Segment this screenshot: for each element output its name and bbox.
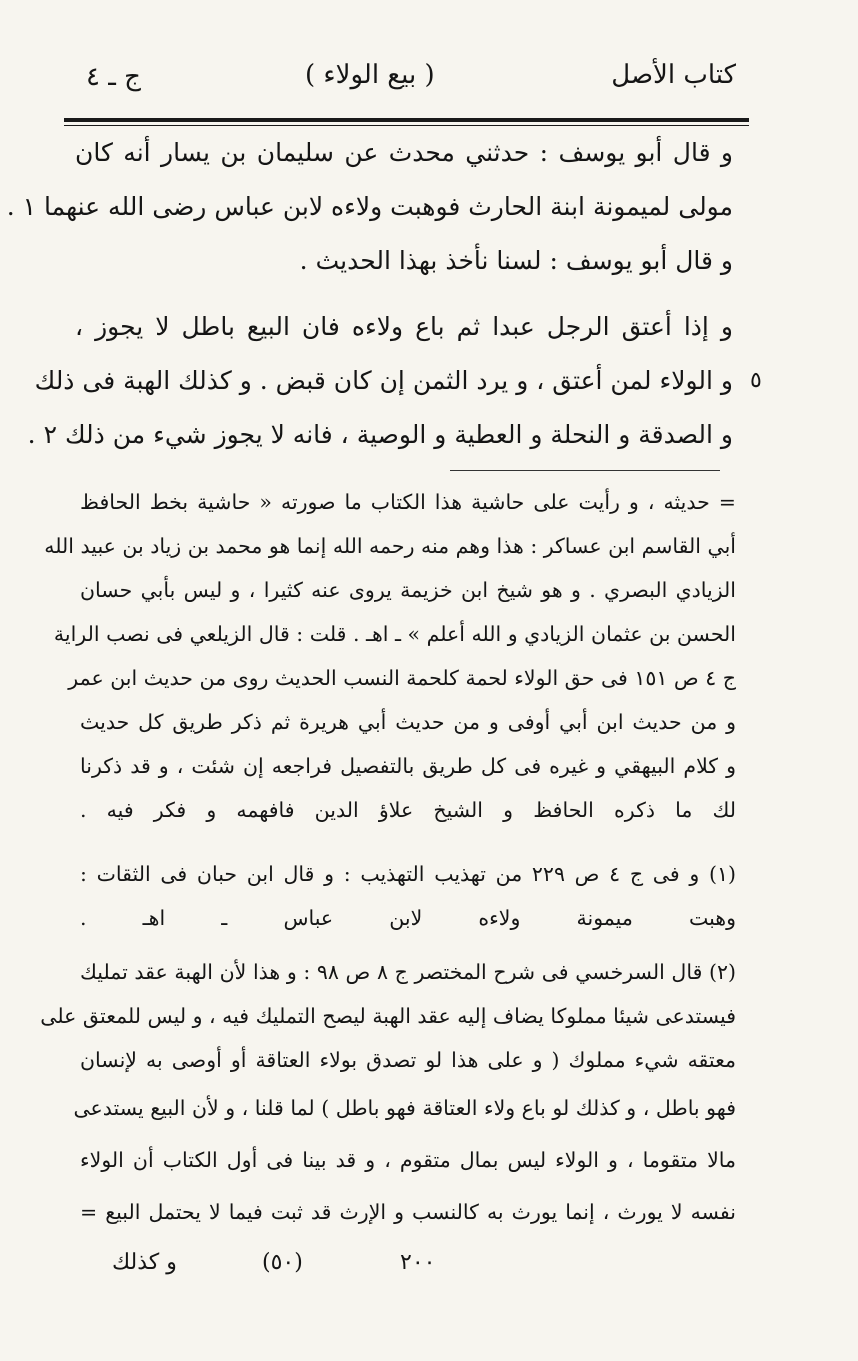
note-line: و كلام البيهقي و غيره فى كل طريق بالتفصيل فراجعه إن شئت ، و قد ذكرنا: [80, 754, 736, 778]
book-title: كتاب الأصل: [611, 60, 736, 90]
header-rule-thin: [64, 125, 749, 126]
text-line-5: و الولاء لمن أعتق ، و يرد الثمن إن كان قبض . و كذلك الهبة فى ذلك: [34, 366, 733, 395]
footnote-separator: [450, 470, 720, 471]
signature-mark: (٥٠): [262, 1250, 303, 1275]
text-line-2: مولى لميمونة ابنة الحارث فوهبت ولاءه لابن عباس رضى الله عنهما ١ .: [6, 192, 733, 221]
note-line: أبي القاسم ابن عساكر : هذا وهم منه رحمه الله إنما هو محمد بن زياد بن عبيد الله: [44, 534, 736, 558]
header-rule: [64, 118, 749, 122]
text-line-4: و إذا أعتق الرجل عبدا ثم باع ولاءه فان البيع باطل لا يجوز ،: [75, 312, 733, 341]
footnote-2-line: مالا متقوما ، و الولاء ليس بمال متقوم ، و قد بينا فى أول الكتاب أن الولاء: [80, 1148, 736, 1172]
footnote-1-line: وهبت ميمونة ولاءه لابن عباس ـ اهـ .: [80, 906, 736, 930]
note-line: = حديثه ، و رأيت على حاشية هذا الكتاب ما صورته « حاشية بخط الحافظ: [80, 490, 736, 514]
note-line: الحسن بن عثمان الزيادي و الله أعلم » ـ اهـ . قلت : قال الزيلعي فى نصب الراية: [53, 622, 736, 646]
page-number: ٢٠٠: [400, 1250, 436, 1275]
text-line-6: و الصدقة و النحلة و العطية و الوصية ، فانه لا يجوز شيء من ذلك ٢ .: [27, 420, 733, 449]
note-line: لك ما ذكره الحافظ و الشيخ علاؤ الدين فافهمه و فكر فيه .: [80, 798, 736, 822]
chapter-title: ( بيع الولاء ): [305, 60, 435, 90]
footnote-1-line: (١) و فى ج ٤ ص ٢٢٩ من تهذيب التهذيب : و قال ابن حبان فى الثقات :: [80, 862, 736, 886]
text-line-3: و قال أبو يوسف : لسنا نأخذ بهذا الحديث .: [299, 246, 733, 275]
text-line-1: و قال أبو يوسف : حدثني محدث عن سليمان بن يسار أنه كان: [75, 138, 733, 167]
note-line: ج ٤ ص ١٥١ فى حق الولاء لحمة كلحمة النسب الحديث روى من حديث ابن عمر: [68, 666, 736, 690]
note-line: الزيادي البصري . و هو شيخ ابن خزيمة يروى عنه كثيرا ، و ليس بأبي حسان: [80, 578, 736, 602]
footnote-2-line: (٢) قال السرخسي فى شرح المختصر ج ٨ ص ٩٨ : و هذا لأن الهبة عقد تمليك: [80, 960, 737, 984]
volume-label: ج ـ ٤: [86, 62, 141, 92]
note-line: و من حديث ابن أبي أوفى و من حديث أبي هريرة ثم ذكر طريق كل حديث: [80, 710, 736, 734]
footnote-2-line: فيستدعى شيئا مملوكا يضاف إليه عقد الهبة ليصح التمليك فيه ، و ليس للمعتق على: [40, 1004, 736, 1028]
footnote-2-line: نفسه لا يورث ، إنما يورث به كالنسب و الإرث قد ثبت فيما لا يحتمل البيع =: [80, 1200, 736, 1224]
line-number: ٥: [750, 368, 762, 393]
footnote-2-line: فهو باطل ، و كذلك لو باع ولاء العتاقة فهو باطل ) لما قلنا ، و لأن البيع يستدعى: [73, 1096, 736, 1120]
footnote-2-line: معتقه شيء مملوك ( و على هذا لو تصدق بولاء العتاقة أو أوصى به لإنسان: [80, 1048, 736, 1072]
catchword: و كذلك: [112, 1250, 177, 1275]
